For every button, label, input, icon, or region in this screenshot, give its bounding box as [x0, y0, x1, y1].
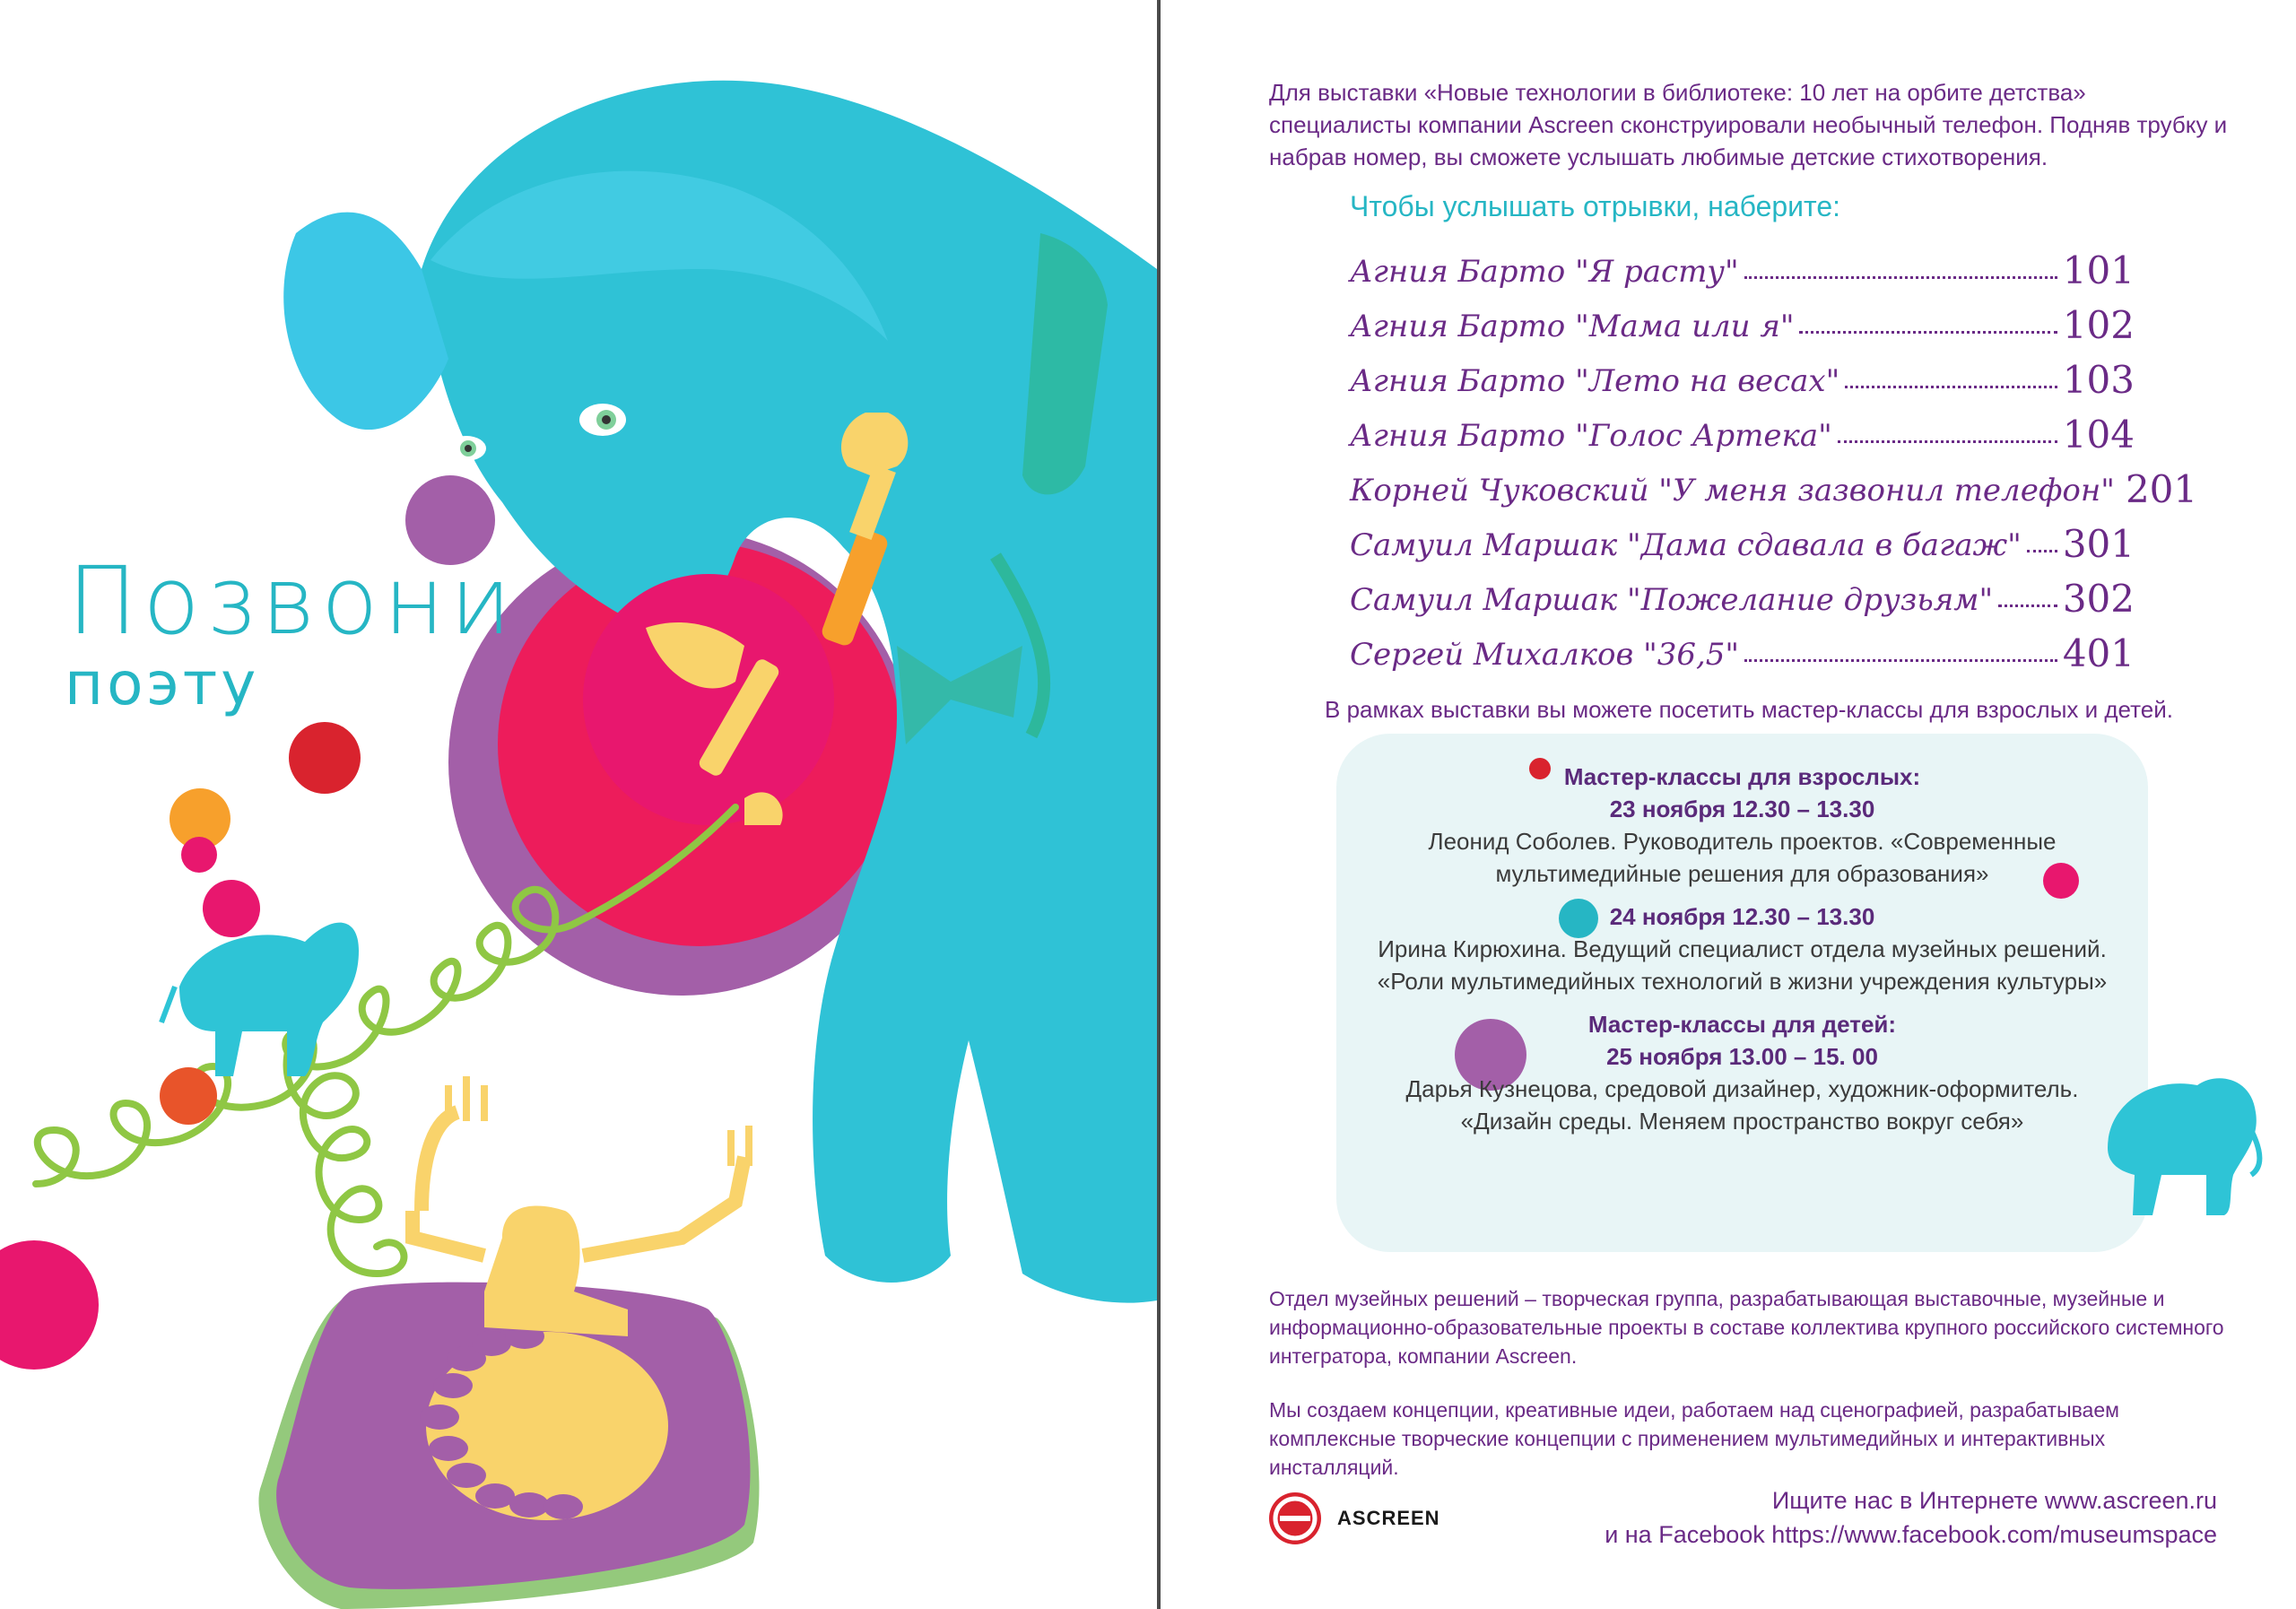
- poem-item: [1350, 563, 2135, 621]
- leader-dots: [1744, 276, 2057, 279]
- poem-item: [1350, 235, 2135, 290]
- poem-item: [1350, 509, 2135, 566]
- page-divider: [1157, 0, 1161, 1609]
- poem-title: Корней Чуковский "У меня зазвонил телефон": [1350, 473, 2115, 509]
- leader-dots: [2027, 550, 2057, 552]
- adults-heading: Мастер-классы для взрослых:: [1563, 763, 1921, 790]
- poem-list: [1350, 235, 2198, 675]
- poem-item: [1350, 290, 2135, 347]
- dial-heading: Чтобы услышать отрывки, наберите:: [1350, 190, 1841, 222]
- kids-heading: Мастер-классы для детей:: [1587, 1011, 1897, 1038]
- poem-item: [1350, 399, 2135, 457]
- leader-dots: [1838, 440, 2057, 443]
- poem-title: Агния Барто "Лето на весах": [1350, 363, 1840, 399]
- poem-number: 401: [2062, 631, 2135, 675]
- orange-red-dot: [160, 1067, 217, 1125]
- poem-number: 102: [2062, 303, 2135, 347]
- leader-dots: [1799, 331, 2057, 334]
- poem-title: Агния Барто "Мама или я": [1350, 309, 1795, 344]
- session2-date: 24 ноября 12.30 – 13.30: [1609, 903, 1875, 930]
- logo-wordmark: ASCREEN: [1337, 1507, 1440, 1529]
- poem-item: [1350, 344, 2135, 402]
- about-paragraph-1: Отдел музейных решений – творческая группа, разрабатывающая выставочные, музейные и информационно-образовательные проекты в составе коллектива крупного российского системного интегратора, компании Ascreen.: [1269, 1287, 2224, 1368]
- intro-paragraph: Для выставки «Новые технологии в библиотеке: 10 лет на орбите детства» специалисты компании Ascreen сконструировали необычный телефон. Подняв трубку и набрав номер, вы сможете услышать любимые детские стихотворения.: [1269, 79, 2228, 170]
- website-line[interactable]: Ищите нас в Интернете www.ascreen.ru: [1771, 1487, 2217, 1514]
- leader-dots: [1998, 604, 2057, 607]
- facebook-line[interactable]: и на Facebook https://www.facebook.com/museumspace: [1605, 1521, 2217, 1548]
- red-dot: [289, 722, 361, 794]
- session1-text: Леонид Соболев. Руководитель проектов. «Современные мультимедийные решения для образования»: [1428, 828, 2057, 887]
- leader-dots: [1845, 386, 2057, 388]
- poem-number: 301: [2062, 522, 2135, 566]
- poem-item: [1350, 618, 2135, 673]
- poem-item: [1350, 454, 2198, 511]
- cover-title-line1: Позвони: [67, 546, 517, 656]
- masterclass-schedule: [1363, 761, 2121, 1148]
- masterclass-intro: В рамках выставки вы можете посетить мастер-классы для взрослых и детей.: [1325, 696, 2173, 723]
- poem-number: 104: [2062, 413, 2135, 457]
- elephant-icon: [2099, 1067, 2269, 1220]
- session1-date: 23 ноября 12.30 – 13.30: [1609, 796, 1875, 822]
- small-elephant-icon: [161, 923, 359, 1076]
- about-paragraph-2: Мы создаем концепции, креативные идеи, работаем над сценографией, разрабатываем комплексные творческие концепции с применением мультимедийных и интерактивных инсталляций.: [1269, 1398, 2119, 1479]
- poem-number: 201: [2125, 467, 2198, 511]
- poem-title: Агния Барто "Голос Артека": [1350, 418, 1832, 454]
- mouth-disk: [583, 574, 834, 825]
- cover-title-line2: поэту: [65, 649, 260, 718]
- ascreen-logo: [1267, 1491, 1440, 1546]
- poem-title: Самуил Маршак "Пожелание друзьям": [1350, 582, 1994, 618]
- magenta-dot: [203, 880, 260, 937]
- about-section: [1269, 1284, 2229, 1507]
- magenta-dot-large: [0, 1240, 99, 1370]
- contacts: [1435, 1483, 2217, 1552]
- leader-dots: [1744, 659, 2057, 662]
- adults-block: [1363, 761, 2121, 890]
- session2-text: Ирина Кирюхина. Ведущий специалист отдела музейных решений. «Роли мультимедийных технологий в жизни учреждения культуры»: [1377, 935, 2108, 995]
- session2-block: [1363, 900, 2121, 997]
- ascreen-logo-icon: [1267, 1491, 1323, 1546]
- magenta-dot-small: [181, 837, 217, 873]
- poem-title: Агния Барто "Я расту": [1350, 254, 1739, 290]
- poem-number: 101: [2062, 248, 2135, 292]
- kids-block: [1363, 1008, 2121, 1137]
- session3-text: Дарья Кузнецова, средовой дизайнер, художник-оформитель. «Дизайн среды. Меняем пространство вокруг себя»: [1405, 1075, 2079, 1135]
- session3-date: 25 ноября 13.00 – 15. 00: [1606, 1043, 1878, 1070]
- poem-number: 103: [2062, 358, 2135, 402]
- poem-number: 302: [2062, 577, 2135, 621]
- poem-title: Самуил Маршак "Дама сдавала в багаж": [1350, 527, 2022, 563]
- poem-title: Сергей Михалков "36,5": [1350, 637, 1740, 673]
